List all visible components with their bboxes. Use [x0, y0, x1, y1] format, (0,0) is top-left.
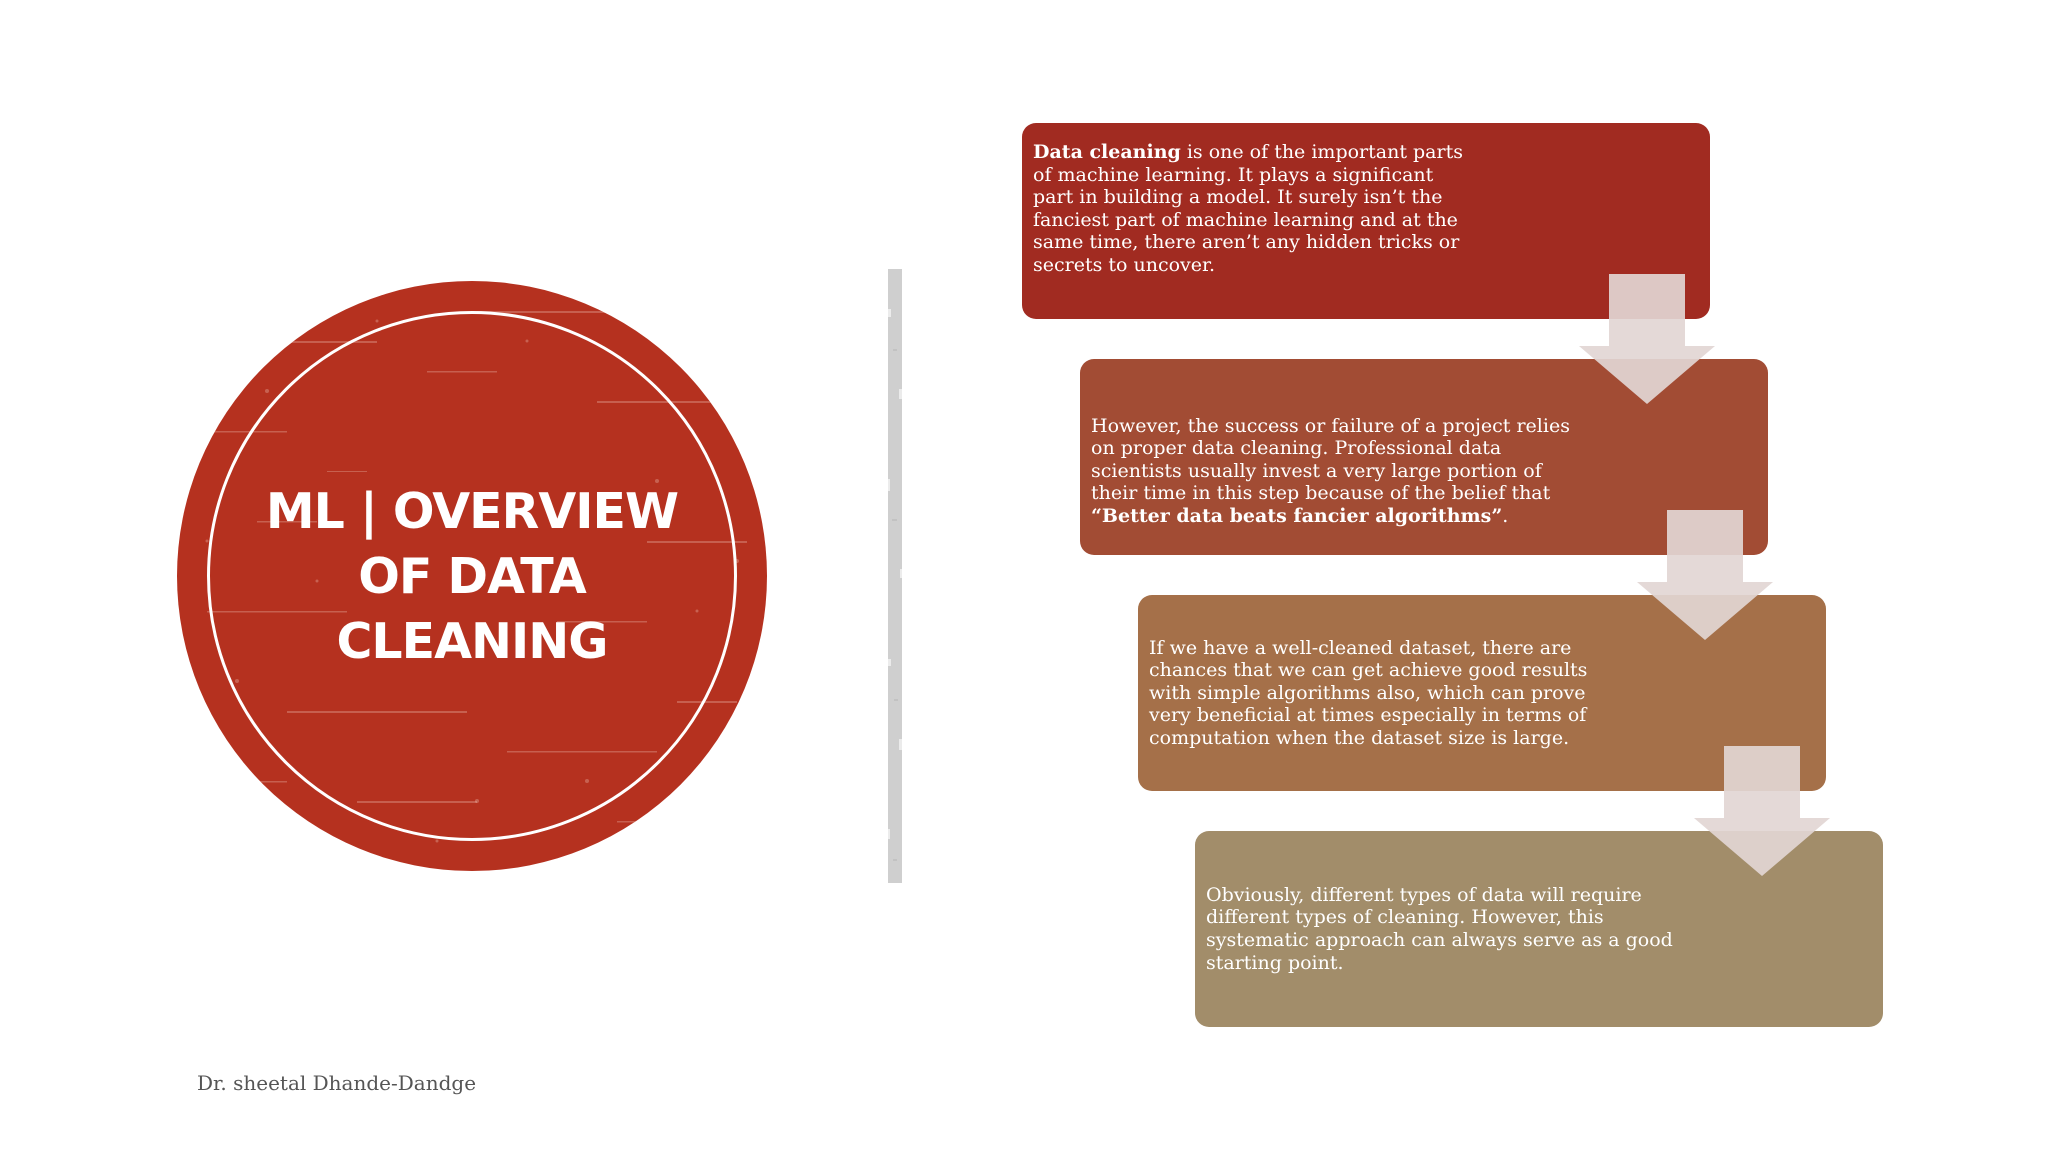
title-line-1: ML | OVERVIEW	[265, 482, 679, 540]
down-arrow-icon	[1694, 746, 1830, 876]
divider-texture	[888, 269, 902, 883]
down-arrow-icon	[1637, 510, 1773, 640]
author-credit: Dr. sheetal Dhande-Dandge	[197, 1071, 477, 1095]
step-1-bold-lead: Data cleaning	[1033, 141, 1181, 163]
title-line-3: CLEANING	[336, 612, 608, 670]
step-1-text	[1033, 141, 1478, 277]
down-arrow-icon	[1579, 274, 1715, 404]
step-2-text	[1091, 415, 1571, 528]
vertical-divider	[888, 269, 902, 883]
step-3-text: If we have a well-cleaned dataset, there are chances that we can get achieve good results with simple algorithms also, which can prove very beneficial at times especially in terms of computation when the dataset size is large.	[1149, 636, 1588, 749]
title-circle	[177, 281, 767, 871]
step-2-tail: .	[1502, 504, 1509, 527]
step-2-bold-quote: “Better data beats fancier algorithms”	[1091, 504, 1503, 527]
title-line-2: OF DATA	[358, 547, 586, 605]
step-4-text: Obviously, different types of data will require different types of cleaning. However, this systematic approach can always serve as a good starting point.	[1206, 883, 1673, 974]
slide-title	[237, 441, 707, 711]
step-1-body: is one of the important parts of machine learning. It plays a significant part in building a model. It surely isn’t the fanciest part of machine learning and at the same time, there aren’t any hidden tricks or secrets to uncover.	[1033, 141, 1463, 276]
step-2-body: However, the success or failure of a project relies on proper data cleaning. Professional data scientists usually invest a very large portion of their time in this step because of the belief that	[1091, 414, 1570, 505]
